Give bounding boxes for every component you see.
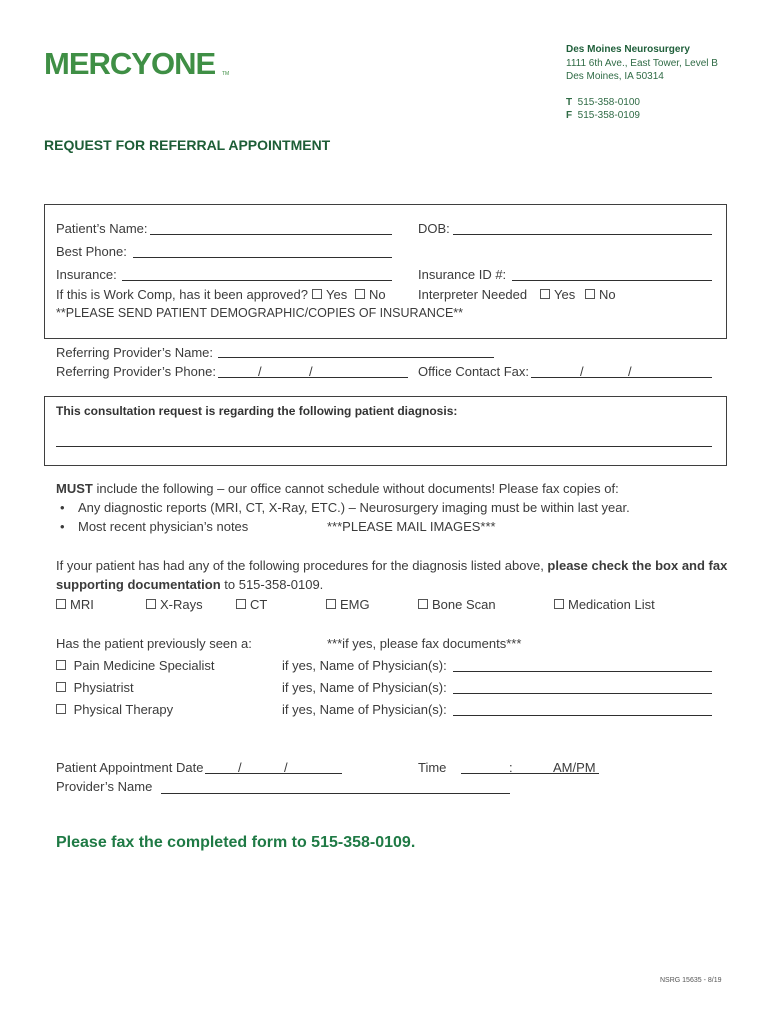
time-colon: : xyxy=(509,760,513,775)
must-instructions xyxy=(56,481,619,496)
interpreter-no-option[interactable] xyxy=(585,287,616,302)
physician-field-1[interactable] xyxy=(453,671,712,672)
referring-provider-name-field[interactable] xyxy=(218,357,494,358)
supporting-docs-bold: supporting documentation xyxy=(56,577,221,592)
procedure-ct[interactable] xyxy=(236,597,267,612)
workcomp-label: If this is Work Comp, has it been approved? xyxy=(56,287,308,302)
previously-seen-label: Has the patient previously seen a: xyxy=(56,636,252,651)
date-slash-1: / xyxy=(238,760,242,775)
interpreter-yes-option[interactable] xyxy=(540,287,575,302)
yes-label: Yes xyxy=(554,287,576,302)
procedure-emg[interactable] xyxy=(326,597,370,612)
fax-line xyxy=(566,110,640,121)
workcomp-yes-option[interactable] xyxy=(312,287,347,302)
checkbox-icon[interactable] xyxy=(554,599,564,609)
diagnosis-label: This consultation request is regarding the following patient diagnosis: xyxy=(56,404,458,418)
checkbox-icon[interactable] xyxy=(312,289,322,299)
logo-tm: TM xyxy=(222,71,230,77)
procedure-label: Medication List xyxy=(568,597,655,612)
no-label: No xyxy=(369,287,386,302)
phone-prefix: T xyxy=(566,97,573,108)
physician-field-2[interactable] xyxy=(453,693,712,694)
office-fax-field[interactable] xyxy=(531,377,712,378)
phone-number: 515-358-0100 xyxy=(577,97,640,108)
department-name: Des Moines Neurosurgery xyxy=(566,44,690,55)
referring-provider-phone-label: Referring Provider’s Phone: xyxy=(56,364,216,379)
physician-label-3: if yes, Name of Physician(s): xyxy=(282,702,447,717)
dob-label: DOB: xyxy=(418,221,450,236)
dob-field[interactable] xyxy=(453,234,712,235)
procedure-label: CT xyxy=(250,597,268,612)
physician-label-2: if yes, Name of Physician(s): xyxy=(282,680,447,695)
insurance-label: Insurance: xyxy=(56,267,117,282)
procedure-bone-scan[interactable] xyxy=(418,597,496,612)
ampm-label: AM/PM xyxy=(553,760,596,775)
time-label: Time xyxy=(418,760,447,775)
page-title: REQUEST FOR REFERRAL APPOINTMENT xyxy=(44,137,331,153)
seen-physical-therapy[interactable] xyxy=(56,702,173,717)
procedure-label: EMG xyxy=(340,597,370,612)
procedures-intro xyxy=(56,558,727,573)
seen-physiatrist[interactable] xyxy=(56,680,134,695)
checkbox-icon[interactable] xyxy=(56,660,66,670)
bullet-marker-2: • xyxy=(60,519,65,534)
fax-documents-note: ***if yes, please fax documents*** xyxy=(327,636,522,651)
logo-text: MERCYONE xyxy=(44,46,216,80)
fax-cta: Please fax the completed form to 515-358-0109. xyxy=(56,834,416,851)
checkbox-icon[interactable] xyxy=(326,599,336,609)
best-phone-label: Best Phone: xyxy=(56,244,127,259)
appointment-date-label: Patient Appointment Date xyxy=(56,760,204,775)
procedure-label: X-Rays xyxy=(160,597,203,612)
procedure-mri[interactable] xyxy=(56,597,94,612)
procedure-medication-list[interactable] xyxy=(554,597,655,612)
procedures-intro-text: If your patient has had any of the following procedures for the diagnosis listed above, xyxy=(56,558,548,573)
address-line-1: 1111 6th Ave., East Tower, Level B xyxy=(566,58,718,69)
date-slash-2: / xyxy=(284,760,288,775)
phone-slash-2: / xyxy=(309,364,313,379)
patient-name-field[interactable] xyxy=(150,234,392,235)
procedures-intro-bold: please check the box and fax xyxy=(547,558,728,573)
checkbox-icon[interactable] xyxy=(236,599,246,609)
insurance-id-field[interactable] xyxy=(512,280,712,281)
must-bold: MUST xyxy=(56,481,93,496)
physician-field-3[interactable] xyxy=(453,715,712,716)
referring-provider-name-label: Referring Provider’s Name: xyxy=(56,345,214,360)
physician-label-1: if yes, Name of Physician(s): xyxy=(282,658,447,673)
fax-slash-2: / xyxy=(628,364,632,379)
fax-slash-1: / xyxy=(580,364,584,379)
procedure-label: MRI xyxy=(70,597,94,612)
specialist-label: Physical Therapy xyxy=(73,702,174,717)
best-phone-field[interactable] xyxy=(133,257,392,258)
phone-line xyxy=(566,97,640,108)
referring-provider-phone-field[interactable] xyxy=(218,377,408,378)
fax-number: 515-358-0109 xyxy=(577,110,640,121)
interpreter-label: Interpreter Needed xyxy=(418,287,528,302)
diagnosis-field[interactable] xyxy=(56,446,712,447)
must-text: include the following – our office cannot schedule without documents! Please fax copies of: xyxy=(92,481,619,496)
address-line-2: Des Moines, IA 50314 xyxy=(566,71,664,82)
patient-name-label: Patient’s Name: xyxy=(56,221,148,236)
checkbox-icon[interactable] xyxy=(56,599,66,609)
checkbox-icon[interactable] xyxy=(585,289,595,299)
mercyone-logo xyxy=(44,46,234,80)
office-fax-label: Office Contact Fax: xyxy=(418,364,530,379)
insurance-note: **PLEASE SEND PATIENT DEMOGRAPHIC/COPIES OF INSURANCE** xyxy=(56,306,464,320)
phone-slash-1: / xyxy=(258,364,262,379)
procedure-label: Bone Scan xyxy=(432,597,496,612)
bullet-diagnostic-reports: Any diagnostic reports (MRI, CT, X-Ray, ETC.) – Neurosurgery imaging must be within last year. xyxy=(78,500,630,515)
procedures-fax-tail: to 515-358-0109. xyxy=(220,577,324,592)
checkbox-icon[interactable] xyxy=(56,682,66,692)
specialist-label: Physiatrist xyxy=(73,680,134,695)
checkbox-icon[interactable] xyxy=(418,599,428,609)
mail-images-note: ***PLEASE MAIL IMAGES*** xyxy=(327,519,496,534)
checkbox-icon[interactable] xyxy=(56,704,66,714)
checkbox-icon[interactable] xyxy=(540,289,550,299)
providers-name-field[interactable] xyxy=(161,793,510,794)
yes-label: Yes xyxy=(326,287,348,302)
procedures-intro-line2 xyxy=(56,577,323,592)
checkbox-icon[interactable] xyxy=(355,289,365,299)
providers-name-label: Provider’s Name xyxy=(56,779,153,794)
bullet-physician-notes: Most recent physician’s notes xyxy=(78,519,249,534)
insurance-id-label: Insurance ID #: xyxy=(418,267,507,282)
seen-pain-medicine[interactable] xyxy=(56,658,215,673)
form-code: NSRG 15635 - 8/19 xyxy=(660,977,722,984)
specialist-label: Pain Medicine Specialist xyxy=(73,658,215,673)
checkbox-icon[interactable] xyxy=(146,599,156,609)
bullet-marker-1: • xyxy=(60,500,65,515)
appointment-date-field[interactable] xyxy=(205,773,342,774)
procedure-xrays[interactable] xyxy=(146,597,203,612)
fax-prefix: F xyxy=(566,110,573,121)
no-label: No xyxy=(599,287,616,302)
insurance-field[interactable] xyxy=(122,280,392,281)
workcomp-no-option[interactable] xyxy=(355,287,386,302)
